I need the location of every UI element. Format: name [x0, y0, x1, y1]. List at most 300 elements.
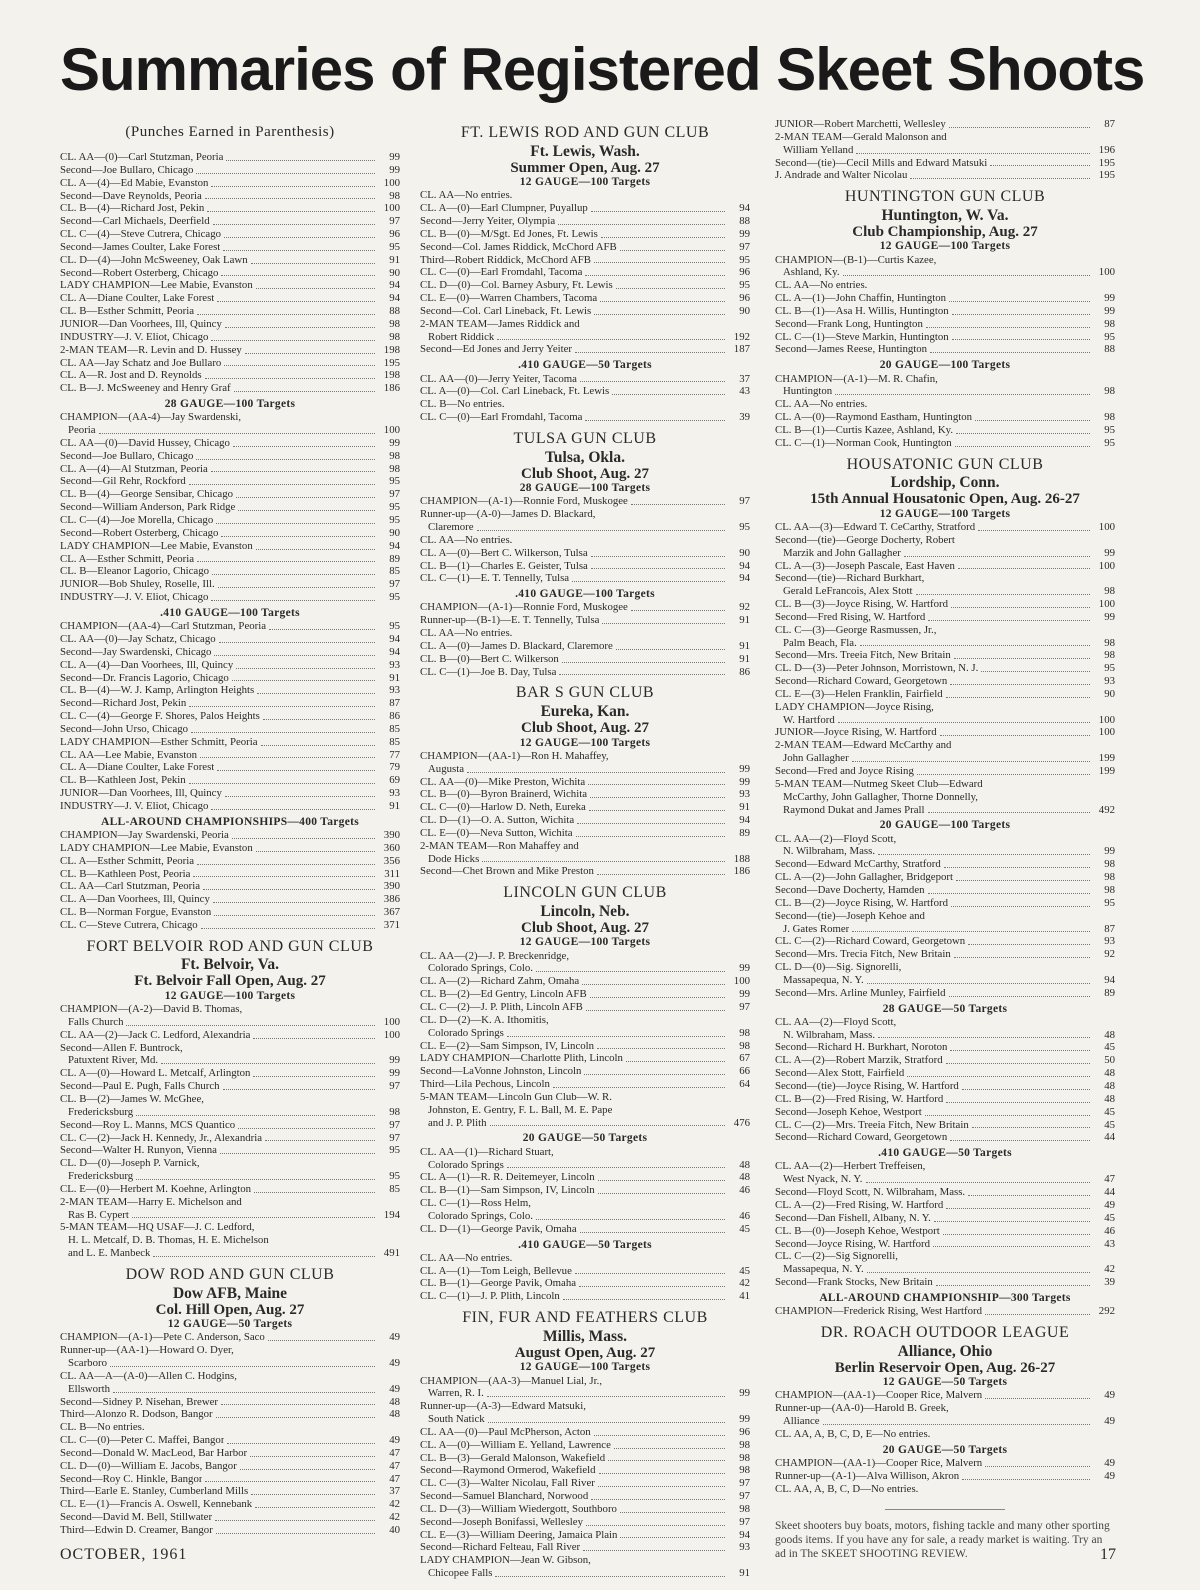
dot-leader [261, 745, 375, 746]
dot-leader [951, 607, 1090, 608]
score: 97 [389, 1118, 400, 1131]
gauge-heading: 12 GAUGE—100 Targets [519, 176, 651, 189]
result-row [420, 508, 750, 521]
dot-leader [972, 1127, 1090, 1128]
entry-text: Second—Roy L. Manns, MCS Quantico [60, 1118, 236, 1131]
result-row [775, 1080, 1115, 1093]
entry-text: Robert Riddick [428, 330, 495, 343]
score: 196 [1098, 143, 1115, 156]
dot-leader [985, 1398, 1090, 1399]
result-row [60, 1196, 400, 1209]
dot-leader [575, 352, 725, 353]
entry-text: Massapequa, N. Y. [783, 973, 864, 986]
result-block [60, 151, 400, 395]
dot-leader [951, 906, 1090, 907]
result-row [60, 228, 400, 241]
gauge-heading: 12 GAUGE—50 Targets [167, 1318, 293, 1331]
score: 49 [1104, 1414, 1115, 1427]
result-row [775, 318, 1115, 331]
gauge-heading: 12 GAUGE—100 Targets [519, 936, 651, 949]
dot-leader [591, 1499, 725, 1500]
entry-text: Second—Richard Coward, Georgetown [775, 1131, 948, 1144]
result-row [60, 842, 400, 855]
dot-leader [257, 693, 375, 694]
score: 99 [1104, 845, 1115, 858]
dot-leader [589, 810, 725, 811]
score: 98 [739, 1026, 750, 1039]
result-row [420, 411, 750, 424]
entry-text: Second—Carl Michaels, Deerfield [60, 215, 210, 228]
result-row [60, 880, 400, 893]
entry-text: CL. C—(3)—Walter Nicolau, Fall River [420, 1477, 595, 1490]
result-row [60, 1093, 400, 1106]
result-row [775, 833, 1115, 846]
dot-leader [586, 1010, 725, 1011]
dot-leader [253, 1038, 375, 1039]
result-row [420, 343, 750, 356]
entry-text: Second—Gil Rehr, Rockford [60, 475, 186, 488]
score: 95 [389, 501, 400, 514]
result-row [775, 1263, 1115, 1276]
ad-text: Skeet shooters buy boats, motors, fishing tackle and many other sporting goods items. If you have any for sale, a ready market is waiting. Try an ad in The SKEET SHOOTING REVIEW. [775, 1520, 1110, 1561]
result-row [60, 1016, 400, 1029]
entry-text: Runner-up—(A-0)—James D. Blackard, [420, 508, 596, 521]
score: 100 [1098, 559, 1115, 572]
score: 100 [733, 975, 750, 988]
result-row [60, 1170, 400, 1183]
result-row [775, 1041, 1115, 1054]
entry-text: Runner-up—(AA-1)—Howard O. Dyer, [60, 1344, 234, 1357]
dot-leader [866, 1182, 1091, 1183]
entry-text: Second—John Urso, Chicago [60, 722, 189, 735]
club-name: TULSA GUN CLUB [513, 429, 657, 447]
dot-leader [467, 772, 725, 773]
result-row [420, 254, 750, 267]
club-location: Lordship, Conn. [890, 474, 1000, 492]
entry-text: LADY CHAMPION—Charlotte Plith, Lincoln [420, 1052, 623, 1065]
result-row [60, 1157, 400, 1170]
score: 356 [383, 854, 400, 867]
score: 90 [389, 526, 400, 539]
entry-text: LADY CHAMPION—Esther Schmitt, Peoria [60, 735, 258, 748]
score: 49 [1104, 1198, 1115, 1211]
dot-leader [219, 642, 375, 643]
score: 98 [1104, 636, 1115, 649]
score: 98 [389, 462, 400, 475]
entry-text: CL. E—(2)—Sam Simpson, IV, Lincoln [420, 1039, 595, 1052]
entry-text: Second—Frank Stocks, New Britain [775, 1276, 933, 1289]
result-row [420, 305, 750, 318]
result-row [420, 975, 750, 988]
score: 90 [739, 304, 750, 317]
entry-text: 2-MAN TEAM—Harry E. Michelson and [60, 1195, 242, 1208]
entry-text: CHAMPION—Jay Swardenski, Peoria [60, 829, 229, 841]
result-block [775, 1444, 1115, 1496]
result-row [775, 611, 1115, 624]
entry-text: H. L. Metcalf, D. B. Thomas, H. E. Michelson [68, 1234, 269, 1247]
entry-text: CL. AA, A, B, C, D—No entries. [775, 1482, 919, 1495]
score: 99 [739, 775, 750, 788]
score: 99 [1104, 610, 1115, 623]
entry-text: CL. AA—(2)—Jack C. Ledford, Alexandria [60, 1028, 251, 1041]
entry-text: Ras B. Cypert [68, 1208, 129, 1221]
entry-text: CL. E—(0)—Warren Chambers, Tacoma [420, 292, 598, 305]
result-row [420, 801, 750, 814]
score: 100 [383, 1028, 400, 1041]
entry-text: CL. E—(3)—William Deering, Jamaica Plain [420, 1528, 618, 1541]
entry-text: CHAMPION—(A-1)—Pete C. Anderson, Saco [60, 1331, 265, 1344]
result-block [420, 1132, 750, 1235]
result-row [420, 279, 750, 292]
dot-leader [553, 1087, 725, 1088]
gauge-heading: 12 GAUGE—100 Targets [879, 507, 1011, 520]
dot-leader [224, 237, 375, 238]
score: 64 [739, 1078, 750, 1091]
result-row [60, 1234, 400, 1247]
dot-leader [940, 735, 1090, 736]
entry-text: LADY CHAMPION—Lee Mabie, Evanston [60, 841, 253, 854]
result-row [60, 565, 400, 578]
dot-leader [586, 1525, 725, 1526]
entry-text: Second—Joyce Rising, W. Hartford [775, 1237, 931, 1250]
entry-text: CL. A—(1)—Tom Leigh, Bellevue [420, 1264, 572, 1277]
result-row [420, 1223, 750, 1236]
score: 85 [389, 565, 400, 578]
dot-leader [867, 983, 1090, 984]
entry-text: Second—Raymond Ormerod, Wakefield [420, 1464, 596, 1477]
score: 46 [739, 1184, 750, 1197]
score: 95 [1104, 423, 1115, 436]
gauge-heading: 20 GAUGE—100 Targets [879, 359, 1011, 372]
entry-text: CL. A—(4)—Dan Voorhees, Ill, Quincy [60, 658, 234, 671]
result-row [60, 893, 400, 906]
dot-leader [215, 1520, 375, 1521]
dot-leader [946, 1102, 1090, 1103]
result-row [420, 950, 750, 963]
score: 46 [1104, 1224, 1115, 1237]
result-row [775, 752, 1115, 765]
entry-text: CL. AA—Carl Stutzman, Peoria [60, 880, 201, 893]
result-row [60, 1485, 400, 1498]
entry-text: CL. C—(1)—Ross Helm, [420, 1197, 531, 1210]
entry-text: 2-MAN TEAM—James Riddick and [420, 317, 580, 330]
entry-text: CHAMPION—(B-1)—Curtis Kazee, [775, 253, 937, 266]
result-row [420, 398, 750, 411]
dot-leader [226, 160, 375, 161]
result-row [60, 177, 400, 190]
entry-text: Second—James Coulter, Lake Forest [60, 240, 221, 253]
score: 99 [389, 151, 400, 163]
score: 91 [739, 639, 750, 652]
result-row [420, 1452, 750, 1465]
dot-leader [495, 1576, 725, 1577]
score: 186 [383, 382, 400, 395]
score: 91 [389, 671, 400, 684]
entry-text: CL. A—(0)—Earl Clumpner, Puyallup [420, 202, 588, 215]
result-row [60, 710, 400, 723]
entry-text: CL. D—(0)—Sig. Signorelli, [775, 961, 902, 974]
dot-leader [572, 581, 725, 582]
entry-text: 2-MAN TEAM—Ron Mahaffey and [420, 839, 579, 852]
entry-text: CL. AA—(2)—Floyd Scott, [775, 1015, 897, 1028]
score: 94 [389, 539, 400, 552]
result-row [420, 1159, 750, 1172]
score: 85 [389, 1182, 400, 1195]
dot-leader [878, 854, 1090, 855]
issue-date: OCTOBER, 1961 [60, 1546, 188, 1563]
entry-text: Falls Church [68, 1015, 124, 1028]
result-row [775, 910, 1115, 923]
score: 45 [1104, 1105, 1115, 1118]
entry-text: Third—Edwin D. Creamer, Bangor [60, 1524, 213, 1536]
dot-leader [196, 173, 375, 174]
entry-text: Second—Chet Brown and Mike Preston [420, 865, 594, 878]
entry-text: CL. AA—(0)—Mike Preston, Wichita [420, 775, 586, 788]
score: 93 [1104, 935, 1115, 948]
result-row [60, 1473, 400, 1486]
score: 98 [739, 1438, 750, 1451]
result-row [420, 1210, 750, 1223]
score: 41 [739, 1290, 750, 1303]
entry-text: CL. A—(0)—Howard L. Metcalf, Arlington [60, 1067, 251, 1080]
entry-text: CL. B—(0)—Byron Brainerd, Wichita [420, 788, 587, 801]
dot-leader [268, 1340, 375, 1341]
result-row [60, 305, 400, 318]
result-row [60, 800, 400, 813]
entry-text: Fredericksburg [68, 1105, 134, 1118]
result-row [60, 488, 400, 501]
score: 99 [389, 436, 400, 449]
result-row [775, 585, 1115, 598]
result-block [775, 118, 1115, 182]
result-block [420, 588, 750, 678]
result-block [775, 1147, 1115, 1289]
score: 199 [1098, 752, 1115, 765]
result-row [775, 144, 1115, 157]
result-row [775, 534, 1115, 547]
score: 37 [739, 372, 750, 385]
entry-text: CL. B—(4)—Richard Jost, Pekin [60, 202, 205, 215]
score: 48 [739, 1171, 750, 1184]
result-row [775, 935, 1115, 948]
entry-text: Second—Mrs. Trecia Fitch, New Britain [775, 948, 951, 961]
entry-text: CL. D—(3)—William Wiedergott, Southboro [420, 1502, 617, 1515]
entry-text: Augusta [428, 762, 464, 775]
result-row [775, 1186, 1115, 1199]
dot-leader [559, 674, 725, 675]
score: 195 [383, 356, 400, 369]
gauge-heading: ALL-AROUND CHAMPIONSHIP—300 Targets [819, 1291, 1071, 1304]
score: 99 [739, 962, 750, 975]
result-row [60, 1396, 400, 1409]
result-row [775, 1225, 1115, 1238]
result-row [420, 1516, 750, 1529]
score: 96 [389, 228, 400, 241]
entry-text: Second—Richard Felteau, Fall River [420, 1541, 581, 1554]
entry-text: CL. A—R. Jost and D. Reynolds [60, 369, 202, 382]
score: 94 [389, 645, 400, 658]
entry-text: Second—(tie)—Richard Burkhart, [775, 572, 925, 585]
dot-leader [608, 1460, 725, 1461]
dot-leader [487, 1396, 725, 1397]
result-row [420, 1184, 750, 1197]
score: 371 [383, 918, 400, 931]
dot-leader [950, 684, 1090, 685]
score: 66 [739, 1065, 750, 1078]
entry-text: Second—Robert Osterberg, Chicago [60, 266, 219, 279]
dot-leader [217, 770, 375, 771]
result-row [420, 292, 750, 305]
score: 89 [389, 552, 400, 565]
score: 49 [389, 1434, 400, 1447]
result-row [775, 437, 1115, 450]
dot-leader [928, 893, 1090, 894]
result-row [420, 1065, 750, 1078]
entry-text: Second—Samuel Blanchard, Norwood [420, 1490, 589, 1503]
club-name: DOW ROD AND GUN CLUB [125, 1265, 335, 1283]
dot-leader [211, 186, 375, 187]
result-row [60, 1421, 400, 1434]
entry-text: CL. C—(2)—J. P. Plith, Lincoln AFB [420, 1001, 583, 1013]
score: 95 [1104, 896, 1115, 909]
result-row [775, 765, 1115, 778]
entry-text: Second—Walter H. Runyon, Vienna [60, 1144, 217, 1157]
result-row [420, 988, 750, 1001]
score: 93 [1104, 675, 1115, 688]
score: 79 [389, 761, 400, 774]
dot-leader [602, 623, 725, 624]
result-row [60, 254, 400, 267]
entry-text: Second—Frank Long, Huntington [775, 317, 923, 330]
dot-leader [196, 459, 375, 460]
entry-text: Second—James Reese, Huntington [775, 343, 928, 356]
result-row [775, 804, 1115, 817]
score: 95 [389, 591, 400, 604]
gauge-heading: 28 GAUGE—100 Targets [164, 398, 296, 411]
result-row [60, 1383, 400, 1396]
entry-text: CL. C—(0)—Harlow D. Neth, Eureka [420, 801, 586, 814]
entry-text: CL. A—Dan Voorhees, Ill, Quincy [60, 893, 210, 906]
score: 97 [389, 1131, 400, 1144]
entry-text: Second—(tie)—George Docherty, Robert [775, 533, 955, 546]
result-row [60, 1029, 400, 1042]
score: 91 [739, 801, 750, 814]
entry-text: Second—Jerry Yeiter, Olympia [420, 215, 556, 228]
entry-text: CL. B—(1)—Curtis Kazee, Ashland, Ky. [775, 423, 954, 436]
result-row [60, 450, 400, 463]
dot-leader [189, 706, 375, 707]
result-row [60, 1221, 400, 1234]
dot-leader [588, 784, 725, 785]
dot-leader [917, 774, 1090, 775]
entry-text: Second—Richard H. Burkhart, Noroton [775, 1041, 948, 1054]
entry-text: William Yelland [783, 143, 854, 156]
club-name: FIN, FUR AND FEATHERS CLUB [462, 1309, 708, 1327]
entry-text: CL. C—(0)—Peter C. Maffei, Bangor [60, 1434, 225, 1447]
result-row [60, 919, 400, 932]
dot-leader [599, 1473, 725, 1474]
club-name: HOUSATONIC GUN CLUB [846, 455, 1044, 473]
entry-text: CL. B—(1)—Asa H. Willis, Huntington [775, 304, 949, 317]
result-row [420, 385, 750, 398]
dot-leader [132, 1217, 375, 1218]
entry-text: Second—Dave Docherty, Hamden [775, 883, 925, 896]
entry-text: Claremore [428, 520, 474, 533]
result-row [775, 961, 1115, 974]
score: 98 [389, 449, 400, 462]
score: 194 [383, 1208, 400, 1221]
result-row [420, 1078, 750, 1091]
result-row [775, 411, 1115, 424]
score: 476 [733, 1116, 750, 1129]
entry-text: CL. C—(1)—J. P. Plith, Lincoln [420, 1290, 560, 1303]
dot-leader [583, 1550, 725, 1551]
score: 97 [389, 1080, 400, 1093]
entry-text: CL. AA—(0)—Paul McPherson, Acton [420, 1425, 591, 1438]
entry-text: Second—(tie)—Cecil Mills and Edward Matsuki [775, 156, 988, 169]
score: 94 [1104, 973, 1115, 986]
entry-text: Second—Col. Carl Lineback, Ft. Lewis [420, 304, 592, 317]
result-row [60, 424, 400, 437]
dot-leader [193, 876, 375, 877]
entry-text: CL. B—Eleanor Lagorio, Chicago [60, 565, 210, 578]
entry-text: CL. AA—Lee Mabie, Evanston [60, 748, 198, 761]
entry-text: Second—(tie)—Joyce Rising, W. Hartford [775, 1080, 959, 1092]
dot-leader [251, 263, 375, 264]
score: 95 [739, 253, 750, 266]
entry-text: and J. P. Plith [428, 1116, 487, 1129]
result-row [775, 398, 1115, 411]
result-row [420, 1040, 750, 1053]
score: 98 [1104, 649, 1115, 662]
entry-text: 5-MAN TEAM—HQ USAF—J. C. Ledford, [60, 1221, 255, 1234]
score: 91 [739, 652, 750, 665]
result-row [420, 1277, 750, 1290]
result-row [60, 501, 400, 514]
entry-text: 2-MAN TEAM—Gerald Malonson and [775, 130, 947, 143]
score: 94 [739, 572, 750, 585]
score: 98 [1104, 411, 1115, 424]
dot-leader [943, 1234, 1090, 1235]
result-row [420, 1464, 750, 1477]
score: 99 [389, 163, 400, 176]
entry-text: CL. C—(1)—Norman Cook, Huntington [775, 436, 952, 449]
entry-text: Second—Joseph Bonifassi, Wellesley [420, 1515, 583, 1528]
entry-text: JUNIOR—Bob Shuley, Roselle, Ill. [60, 578, 215, 591]
dot-leader [958, 568, 1090, 569]
entry-text: CL. AA, A, B, C, D, E—No entries. [775, 1427, 931, 1440]
score: 88 [389, 305, 400, 318]
dot-leader [978, 530, 1090, 531]
result-row [60, 1132, 400, 1145]
result-row [420, 1413, 750, 1426]
dot-leader [856, 153, 1090, 154]
entry-text: Second—Fred Rising, W. Hartford [775, 610, 926, 623]
dot-leader [216, 1533, 375, 1534]
entry-text: CL. A—(0)—James D. Blackard, Claremore [420, 639, 613, 652]
result-row [60, 382, 400, 395]
result-block [775, 456, 1115, 817]
entry-text: CHAMPION—(AA-1)—Cooper Rice, Malvern [775, 1389, 983, 1402]
result-row [60, 1080, 400, 1093]
dot-leader [218, 587, 375, 588]
result-block [60, 398, 400, 604]
dot-leader [240, 1469, 375, 1470]
score: 100 [1098, 713, 1115, 726]
result-row [420, 331, 750, 344]
entry-text: CL. B—Norman Forgue, Evanston [60, 906, 212, 919]
event-name: Col. Hill Open, Aug. 27 [155, 1301, 305, 1318]
